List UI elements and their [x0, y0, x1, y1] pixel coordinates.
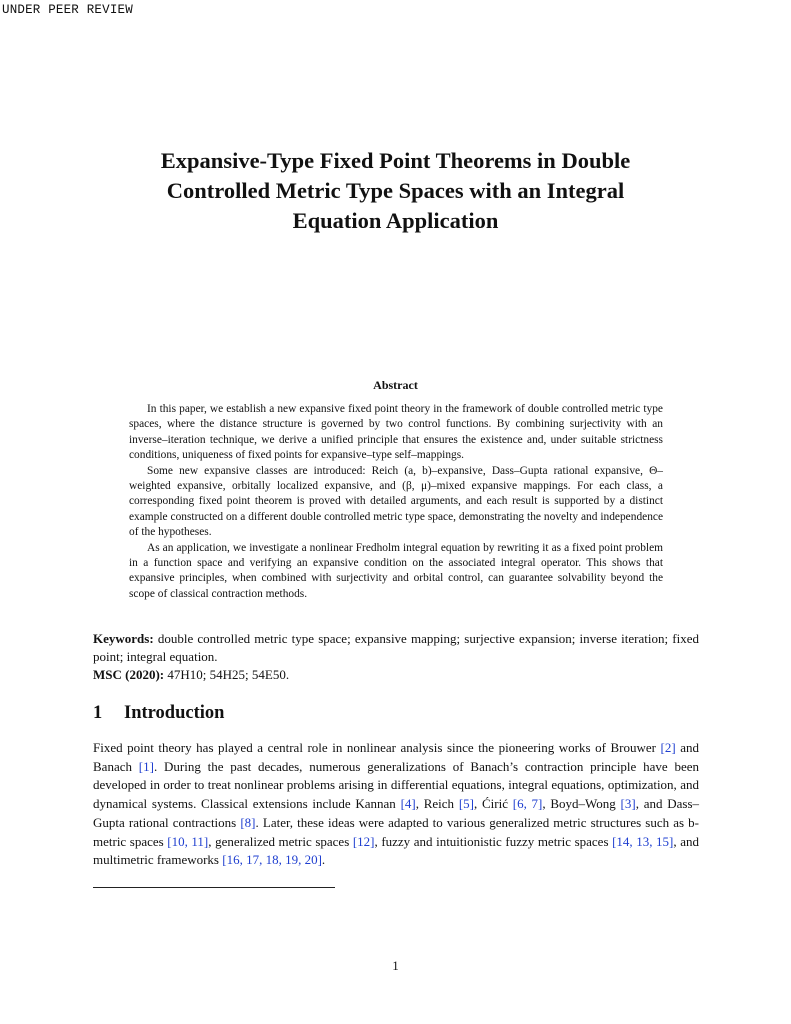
intro-text: Fixed point theory has played a central role in nonlinear analysis since the pioneering works of Brouwer: [93, 740, 661, 755]
title-line: Controlled Metric Type Spaces with an Integral: [166, 178, 625, 203]
abstract-body: [129, 402, 663, 602]
intro-text: , Reich: [415, 796, 459, 812]
peer-review-banner: UNDER PEER REVIEW: [2, 3, 133, 17]
intro-text: .: [321, 852, 326, 868]
abstract-paragraph: In this paper, we establish a new expansive fixed point theory in the framework of double controlled metric type spaces, where the distance structure is governed by two control functions. By combining surjectivity with an inverse–iteration technique, we derive a unified principle that ensures the existence and, under suitable strictness conditions, uniqueness of fixed points for expansive–type self–mappings.: [129, 403, 663, 462]
section-title: Introduction: [124, 703, 225, 723]
citation-link[interactable]: [6, 7]: [512, 796, 543, 812]
intro-text: , and Dass–Gupta rational contractions: [93, 796, 700, 830]
abstract-paragraph: Some new expansive classes are introduced: Reich (a, b)–expansive, Dass–Gupta rational expansive, Θ–weighted expansive, orbitally localized expansive, and (β, μ)–mixed expansive mappings. For each class, a corresponding fixed point theorem is proved with detailed arguments, and each result is supported by a distinct example constructed on a different double controlled metric type space, demonstrating the novelty and independence of the hypotheses.: [129, 464, 663, 539]
intro-text: . Later, these ideas were adapted to various generalized metric structures such as b-metric spaces: [93, 814, 699, 849]
section-heading: [93, 703, 224, 724]
citation-link[interactable]: [5]: [458, 796, 474, 812]
msc-line: [93, 666, 699, 684]
abstract-heading: Abstract: [373, 378, 418, 392]
intro-text: , Boyd–Wong: [542, 796, 621, 812]
citation-link[interactable]: [2]: [660, 740, 676, 755]
citation-link[interactable]: [10, 11]: [167, 833, 209, 849]
keywords-block: [93, 630, 699, 684]
intro-text: and Banach: [93, 740, 699, 774]
citation-link[interactable]: [3]: [620, 796, 636, 812]
title-line: Expansive-Type Fixed Point Theorems in Double: [160, 148, 631, 173]
intro-text: . During the past decades, numerous generalizations of Banach’s contraction principle have been developed in order to treat nonlinear problems arising in differential equations, integral equations, optimization, and dynamical systems. Classical extensions include Kannan: [93, 758, 699, 812]
citation-link[interactable]: [16, 17, 18, 19, 20]: [222, 852, 322, 868]
citation-link[interactable]: [14, 13, 15]: [612, 833, 674, 849]
msc-label: MSC (2020):: [93, 667, 165, 682]
keywords-text: double controlled metric type space; expansive mapping; surjective expansion; inverse iteration; fixed point; integral equation.: [93, 631, 699, 664]
intro-text: , and multimetric frameworks: [93, 833, 699, 868]
paper-title: [95, 146, 696, 236]
citation-link[interactable]: [4]: [400, 796, 416, 812]
intro-paragraph: [93, 739, 699, 870]
intro-text: , generalized metric spaces: [208, 833, 353, 849]
abstract-paragraph: As an application, we investigate a nonlinear Fredholm integral equation by rewriting it as a fixed point problem in a function space and verifying an expansive condition on the associated integral operator. This shows that expansive principles, when combined with surjectivity and orbital control, can guarantee solvability beyond the scope of classical contraction methods.: [129, 541, 663, 600]
title-line: Equation Application: [292, 208, 499, 233]
page-number: 1: [392, 958, 399, 973]
citation-link[interactable]: [1]: [138, 758, 154, 774]
citation-link[interactable]: [12]: [352, 833, 375, 849]
introduction-body: [93, 739, 699, 870]
intro-text: , fuzzy and intuitionistic fuzzy metric spaces: [374, 833, 613, 849]
section-number: 1: [93, 703, 103, 723]
msc-text: 47H10; 54H25; 54E50.: [167, 667, 290, 682]
intro-text: , Ćirić: [473, 796, 513, 812]
footnote-rule: [93, 887, 335, 888]
keywords-label: Keywords:: [93, 631, 154, 646]
keywords-line: [93, 630, 699, 666]
citation-link[interactable]: [8]: [240, 814, 256, 830]
